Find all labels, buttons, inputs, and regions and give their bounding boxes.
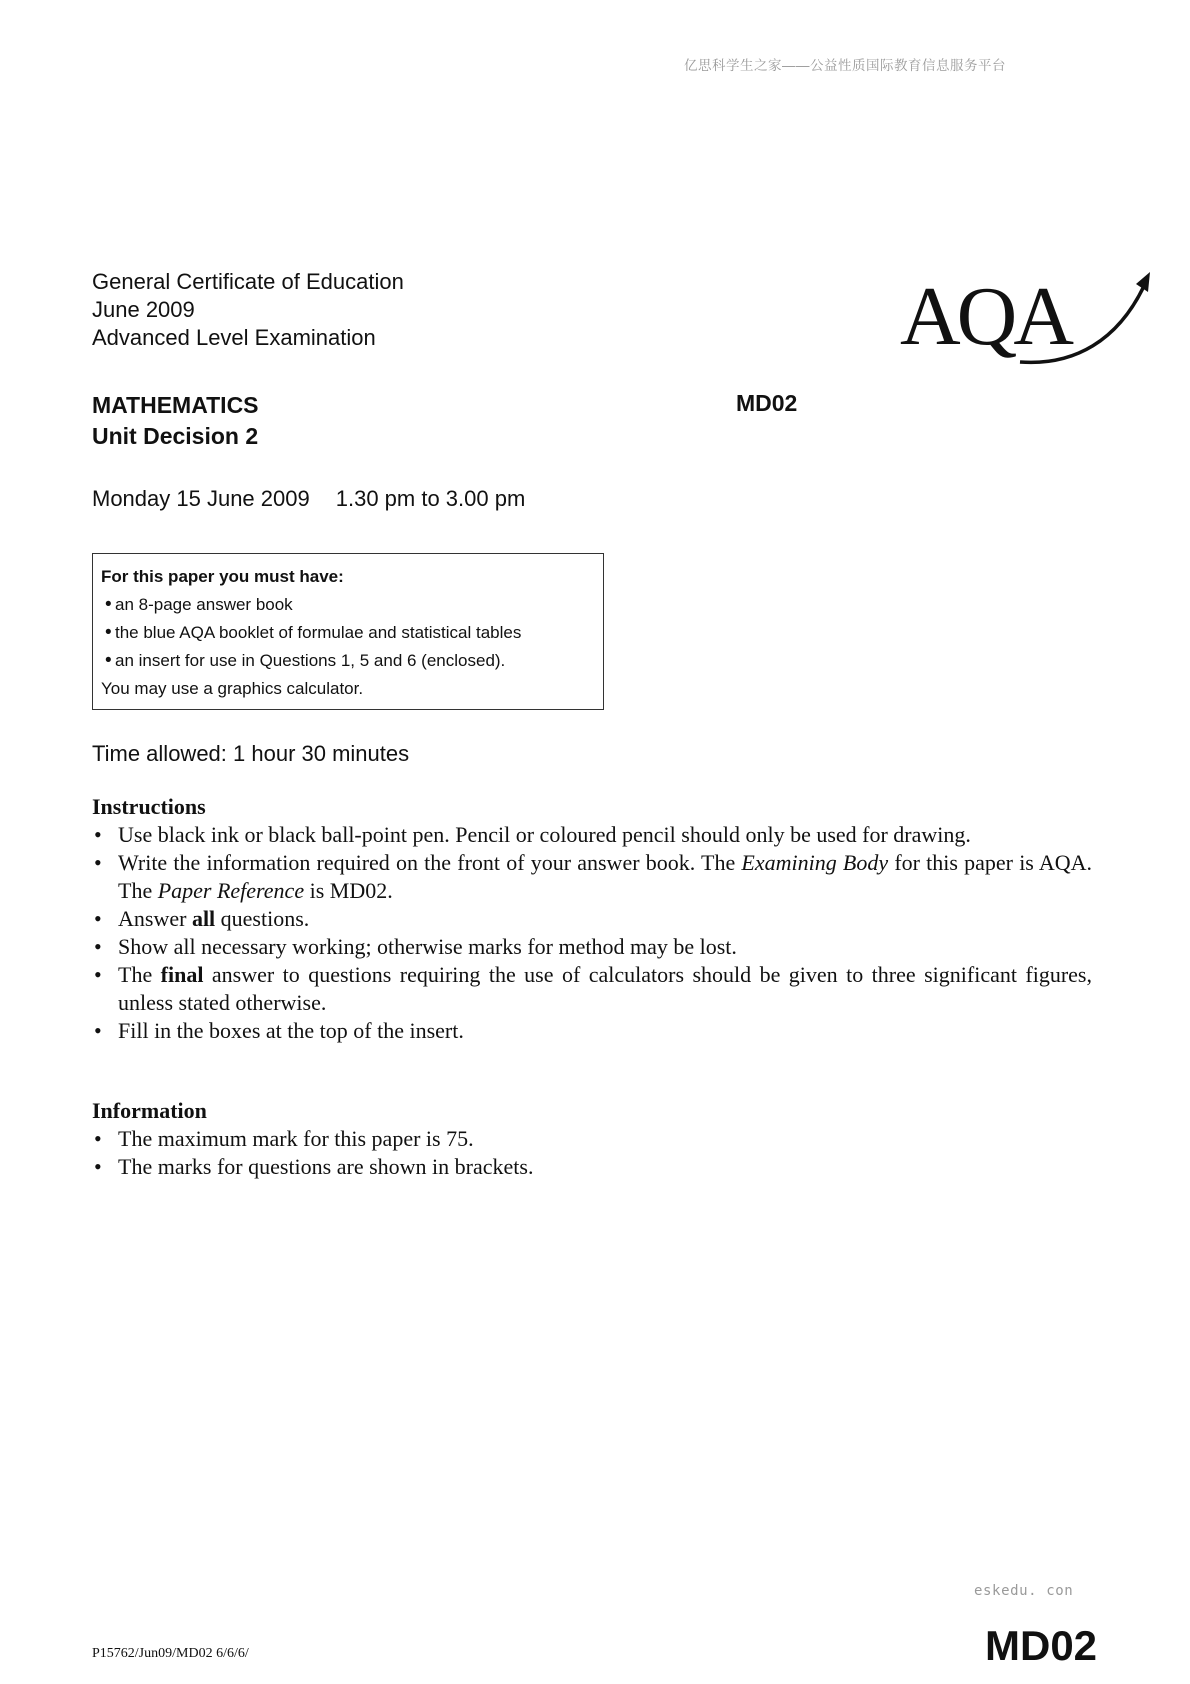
instruction-item [92,849,1092,905]
instruction-text: The [118,962,161,987]
requirement-item: • an 8-page answer book [101,591,595,619]
instruction-item: • Fill in the boxes at the top of the insert. [92,1017,1092,1045]
examining-body-term: Examining Body [741,850,889,875]
level-line: Advanced Level Examination [92,325,376,350]
requirements-list [101,591,595,675]
exam-header [92,268,404,352]
aqa-logo-text: AQA [900,270,1070,363]
emphasis-all: all [191,906,216,931]
certificate-line: General Certificate of Education [92,269,404,294]
calculator-note: You may use a graphics calculator. [101,679,364,698]
watermark-top: 亿思科学生之家——公益性质国际教育信息服务平台 [684,58,1006,73]
paper-reference-footer: P15762/Jun09/MD02 6/6/6/ [92,1646,249,1661]
subject-title: MATHEMATICS [92,392,259,418]
requirements-title: For this paper you must have: [101,567,344,586]
instruction-text: Write the information required on the front of your answer book. The [118,850,742,875]
unit-title: Unit Decision 2 [92,423,259,449]
information-item: • The marks for questions are shown in brackets. [92,1153,1092,1181]
requirements-box [92,553,604,710]
instruction-item: • Use black ink or black ball-point pen. Pencil or coloured pencil should only be used for drawing. [92,821,1092,849]
exam-date: Monday 15 June 2009 [92,486,310,511]
subject-block [92,390,259,452]
instruction-text: answer to questions requiring the use of calculators should be given to three significant figures, unless stated otherwise. [118,962,1092,1015]
paper-reference-term: Paper Reference [157,878,305,903]
information-item: • The maximum mark for this paper is 75. [92,1125,1092,1153]
exam-time: 1.30 pm to 3.00 pm [335,486,526,511]
exam-datetime [92,486,525,512]
instruction-item [92,905,1092,933]
instruction-text: Answer [118,906,192,931]
time-allowed: Time allowed: 1 hour 30 minutes [92,741,410,766]
session-line: June 2009 [92,297,195,322]
instruction-text: for this paper is AQA. The [118,850,1093,903]
aqa-logo [900,270,1156,374]
watermark-bottom: eskedu. con [974,1583,1074,1599]
information-title: Information [92,1098,207,1123]
instruction-text: is MD02. [304,878,393,903]
instructions-list [92,821,1092,1045]
requirement-item: • the blue AQA booklet of formulae and statistical tables [101,619,595,647]
instructions-section [92,793,1092,1045]
instruction-item: • Show all necessary working; otherwise marks for method may be lost. [92,933,1092,961]
information-section [92,1097,1092,1181]
instruction-item [92,961,1092,1017]
instructions-title: Instructions [92,794,206,819]
information-list [92,1125,1092,1181]
emphasis-final: final [160,962,204,987]
requirement-item: • an insert for use in Questions 1, 5 and 6 (enclosed). [101,647,595,675]
instruction-text: questions. [215,906,310,931]
paper-code-top: MD02 [736,390,798,416]
paper-code-bottom: MD02 [985,1622,1098,1669]
